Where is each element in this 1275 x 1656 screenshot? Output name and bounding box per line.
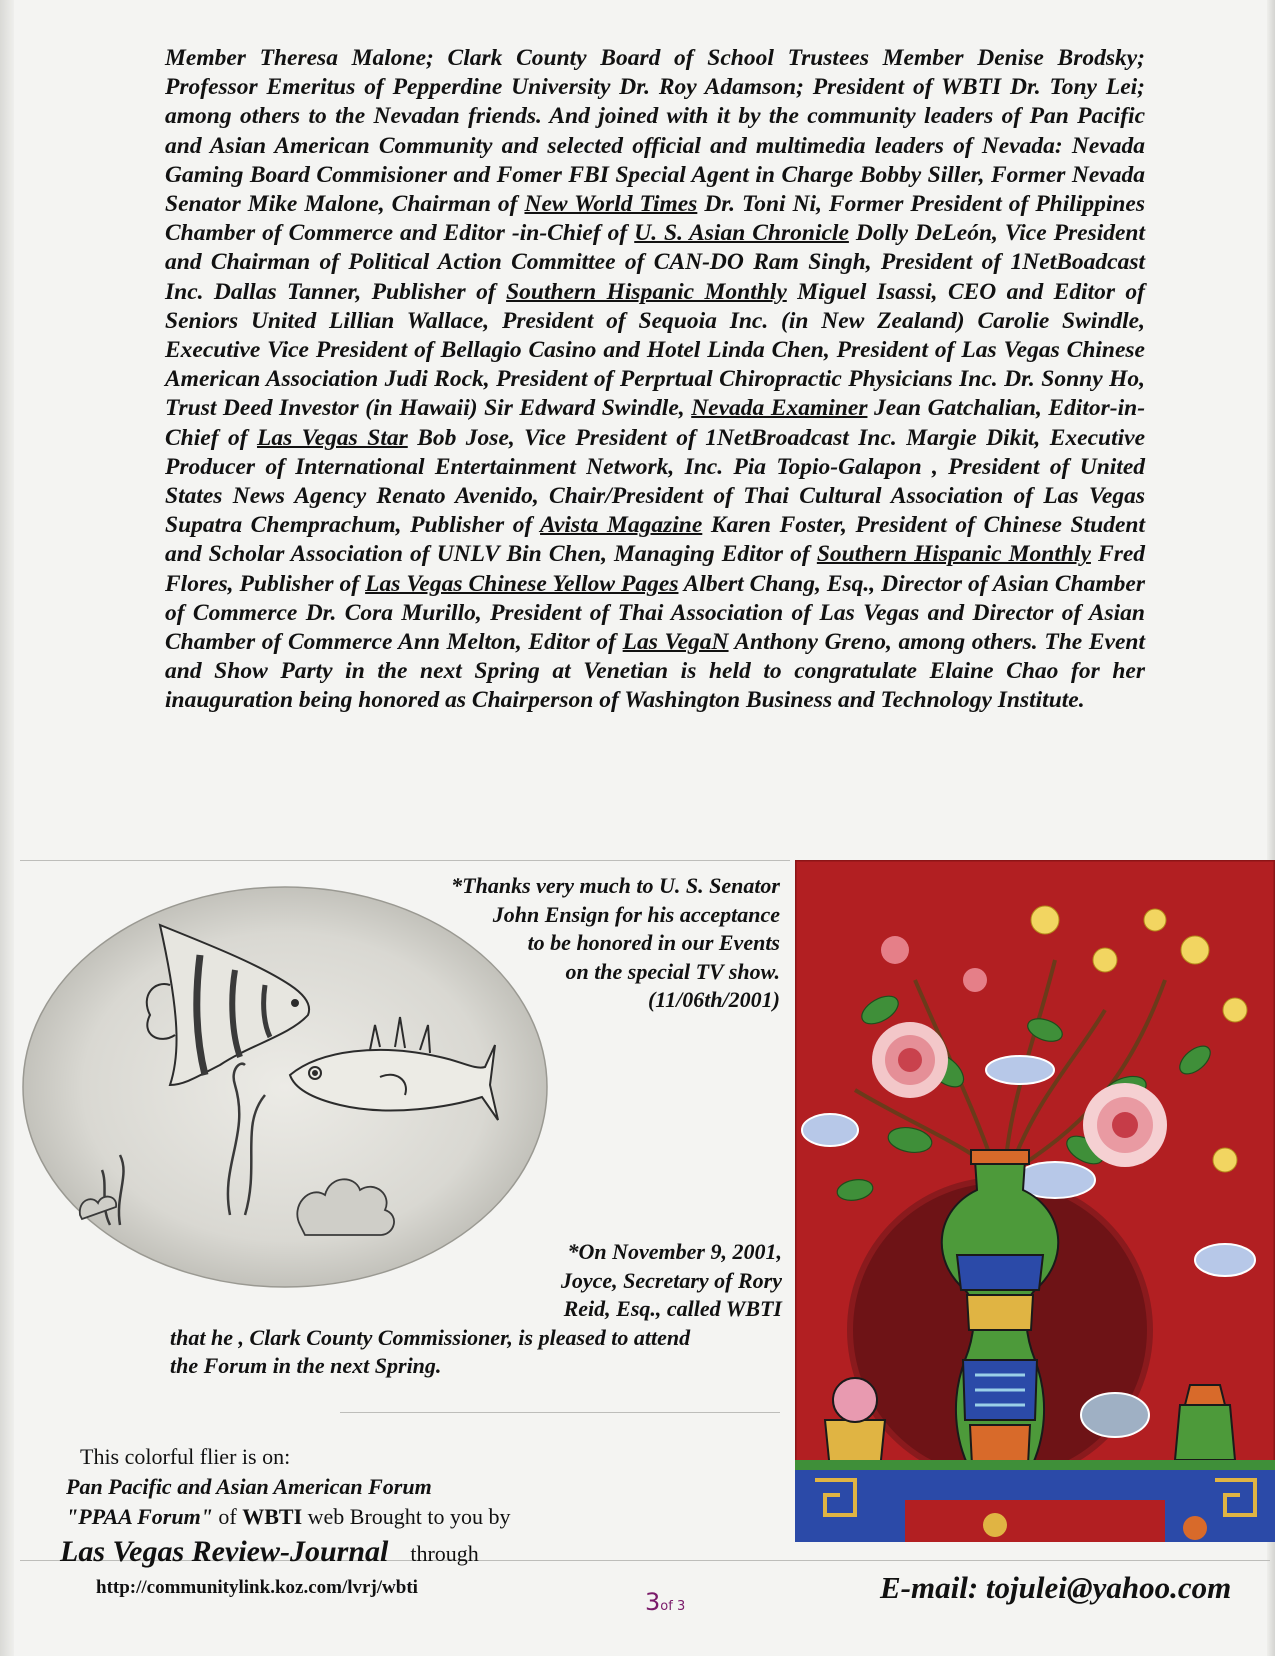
note-line: *Thanks very much to U. S. Senator — [451, 873, 780, 898]
publication-southern-hispanic-monthly-2: Southern Hispanic Monthly — [816, 541, 1091, 568]
vase-painting-flier — [795, 860, 1275, 1542]
body-text-1: Member Theresa Malone; Clark County Board of School Trustees Member Denise Brodsky; Professor Emeritus of Pepperdine University Dr. Roy Adamson; President of WBTI Dr. Tony Lei; among others to the Nevadan friends. And joined with it by the community leaders of Pan Pacific and Asian American Community and selected official and multimedia leaders of Nevada: Nevada Gaming Board Commisioner and Fomer FBI Special Agent in Charge Bobby Siller, Former Nevada Senator Mike Malone, Chairman of — [165, 45, 1145, 218]
body-text-3: Dolly DeLeón, Vice President and Chairman of Political Action Committee of CAN-DO Ram Singh, President of 1NetBoadcast Inc. Dallas Tanner, Publisher of — [165, 220, 1146, 305]
credit-rest: web Brought to you by — [302, 1504, 511, 1529]
note-line: to be honored in our Events — [527, 930, 780, 956]
note-line: (11/06th/2001) — [647, 987, 780, 1013]
body-text-8: Fred Flores, Publisher of — [165, 541, 1146, 597]
note-line: Joyce, Secretary of Rory — [560, 1267, 782, 1293]
body-text-5: Jean Gatchalian, Editor-in-Chief of — [165, 395, 1146, 451]
body-text-9: Albert Chang, Esq., Director of Asian Chamber of Commerce Dr. Cora Murillo, President of Thai Association of Las Vegas and Director of Asian Chamber of Commerce Ann Melton, Editor of — [165, 570, 1145, 656]
publication-us-asian-chronicle: U. S. Asian Chronicle — [634, 220, 849, 247]
flier-credit — [60, 1442, 620, 1602]
note-line: Reid, Esq., called WBTI — [563, 1296, 782, 1322]
scan-edge-left — [0, 0, 14, 1656]
publication-southern-hispanic-monthly: Southern Hispanic Monthly — [506, 278, 787, 305]
body-text-2: Dr. Toni Ni, Former President of Philippines Chamber of Commerce and Editor -in-Chief of — [165, 191, 1146, 247]
publication-las-vegan: Las VegaN — [622, 629, 729, 656]
credit-forum-quote: "PPAA Forum" — [66, 1504, 213, 1529]
credit-line-4 — [60, 1532, 620, 1574]
credit-line-1: This colorful flier is on: — [80, 1444, 291, 1469]
credit-line-3 — [60, 1502, 620, 1532]
note-line: that he , Clark County Commissioner, is pleased to attend — [170, 1324, 691, 1350]
note-line: John Ensign for his acceptance — [492, 901, 780, 927]
body-text-6: Bob Jose, Vice President of 1NetBroadcast Inc. Margie Dikit, Executive Producer of International Entertainment Network, Inc. Pia Topio-Galapon , President of United States News Agency Renato Avenido, Chair/President of Thai Cultural Association of Las Vegas Supatra Chemprachum, Publisher of — [165, 424, 1146, 539]
note-senator-ensign — [360, 872, 780, 1015]
contact-email[interactable]: E-mail: tojulei@yahoo.com — [880, 1570, 1232, 1605]
publication-avista-magazine: Avista Magazine — [540, 512, 703, 539]
body-text-4: Miguel Isassi, CEO and Editor of Seniors United Lillian Wallace, President of Sequoia Inc. (in New Zealand) Carolie Swindle, Executive Vice President of Bellagio Casino and Hotel Linda Chen, President of Las Vegas Chinese American Association Judi Rock, President of Perprtual Chiropractic Physicians Inc. Dr. Sonny Ho, Trust Deed Investor (in Hawaii) Sir Edward Swindle, — [165, 278, 1145, 422]
credit-through: through — [410, 1541, 479, 1566]
page-number-handwritten — [645, 1588, 685, 1616]
note-november-9 — [170, 1238, 782, 1381]
credit-forum-name: Pan Pacific and Asian American Forum — [66, 1474, 432, 1499]
note-line: *On November 9, 2001, — [567, 1239, 782, 1264]
body-text-7: Karen Foster, President of Chinese Student and Scholar Association of UNLV Bin Chen, Managing Editor of — [165, 512, 1146, 568]
publication-nevada-examiner: Nevada Examiner — [691, 395, 868, 422]
page-number: 3 — [645, 1588, 661, 1616]
publication-yellow-pages: Las Vegas Chinese Yellow Pages — [365, 570, 679, 597]
credit-newspaper: Las Vegas Review-Journal — [60, 1535, 389, 1568]
page-total: of 3 — [660, 1599, 686, 1614]
publication-new-world-times: New World Times — [524, 191, 698, 218]
note-line: on the special TV show. — [565, 958, 780, 984]
note-line: the Forum in the next Spring. — [170, 1353, 442, 1379]
cutout-edge — [20, 860, 790, 861]
article-body — [165, 44, 1145, 716]
body-text-10: Anthony Greno, among others. The Event and Show Party in the next Spring at Venetian is held to congratulate Elaine Chao for her inauguration being honored as Chairperson of Washington Business and Technology Institute. — [165, 629, 1145, 714]
credit-url-link[interactable]: http://communitylink.koz.com/lvrj/wbti — [96, 1577, 418, 1598]
credit-wbti: WBTI — [242, 1504, 303, 1529]
publication-las-vegas-star: Las Vegas Star — [256, 424, 408, 451]
credit-of: of — [212, 1504, 243, 1529]
cutout-edge — [340, 1412, 780, 1413]
